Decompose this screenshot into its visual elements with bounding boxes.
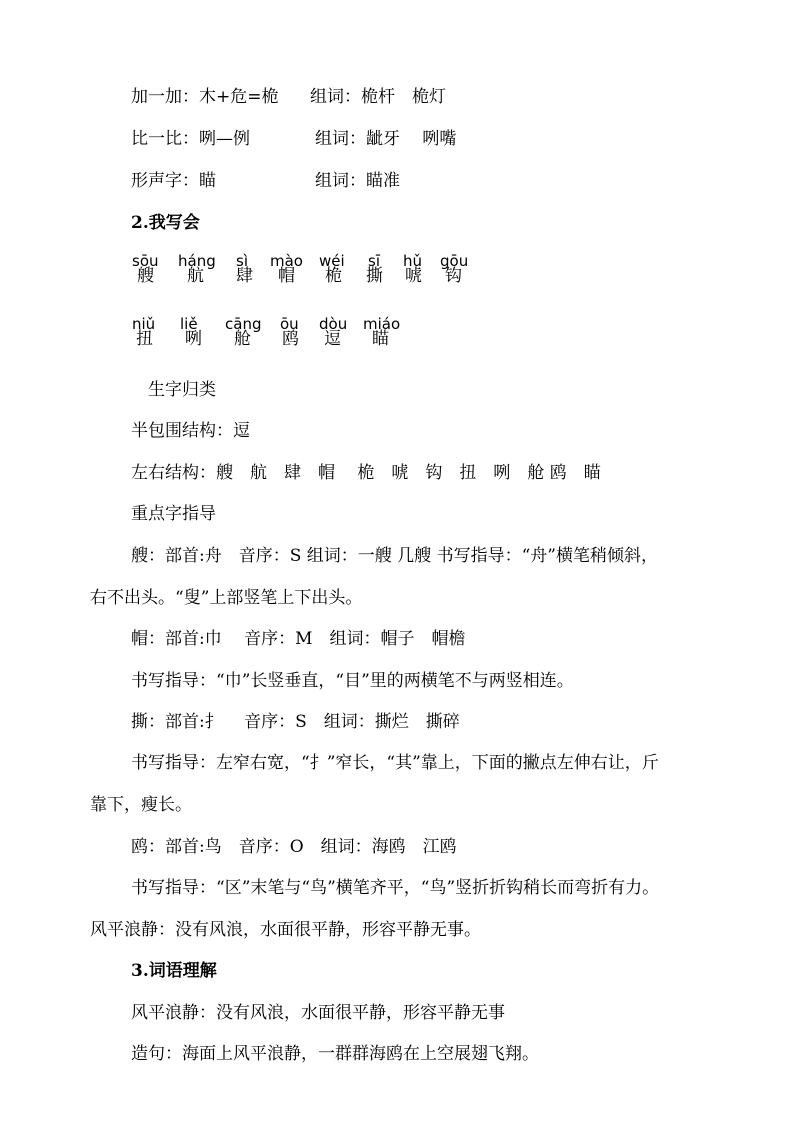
- line-add-words: [310, 86, 446, 108]
- pinyin: wéi: [319, 252, 345, 270]
- heading-key: 重点字指导: [131, 504, 216, 524]
- pinyin: ōu: [280, 315, 299, 333]
- line-si-guide-1: 书写指导：左窄右宽，“扌”窄长，“其”靠上，下面的撇点左伸右让，斤: [131, 753, 659, 773]
- heading-write: 2.我写会: [131, 213, 200, 233]
- hanzi: 咧: [185, 329, 202, 349]
- hanzi: 帽: [278, 266, 295, 286]
- pinyin: gōu: [440, 252, 469, 270]
- hanzi: 瞄: [372, 329, 389, 349]
- pinyin: hǔ: [403, 252, 423, 270]
- pinyin: liě: [180, 315, 198, 333]
- line-sou-1: 艘：部首:舟 音序：S 组词：一艘 几艘 书写指导：“舟”横笔稍倾斜，: [131, 546, 658, 566]
- line-si-guide-2: 靠下，瘦长。: [90, 795, 192, 815]
- line-compare: [131, 128, 250, 150]
- hanzi: 航: [187, 266, 204, 286]
- hanzi: 艘: [137, 266, 154, 286]
- compare-words: 组词：龇牙 咧嘴: [315, 129, 457, 149]
- line-phonetic-words: [315, 170, 400, 192]
- hanzi: 肆: [236, 266, 253, 286]
- line-sentence: 造句：海面上风平浪静，一群群海鸥在上空展翅飞翔。: [131, 1044, 539, 1064]
- line-sou-2: 右不出头。“叟”上部竖笔上下出头。: [90, 588, 363, 608]
- pinyin: cāng: [225, 315, 262, 333]
- hanzi: 钩: [445, 266, 462, 286]
- line-si: 撕：部首:扌 音序：S 组词：撕烂 撕碎: [131, 712, 460, 732]
- hanzi: 扭: [136, 329, 153, 349]
- line-fengping-2: 风平浪静：没有风浪，水面很平静，形容平静无事: [131, 1003, 505, 1023]
- add-words: 组词：桅杆 桅灯: [310, 87, 446, 107]
- line-mao: 帽：部首:巾 音序：M 组词：帽子 帽檐: [131, 629, 466, 649]
- line-half-enclosed: 半包围结构：逗: [131, 421, 250, 441]
- line-compare-words: [315, 128, 456, 150]
- hanzi: 撕: [366, 266, 383, 286]
- pinyin: mào: [270, 252, 303, 270]
- hanzi: 舱: [234, 329, 251, 349]
- compare-rule: 比一比：咧—例: [131, 129, 250, 149]
- hanzi: 桅: [325, 266, 342, 286]
- pinyin: miáo: [363, 315, 401, 333]
- hanzi: 鸥: [282, 329, 299, 349]
- pinyin: háng: [178, 252, 216, 270]
- hanzi: 逗: [324, 329, 341, 349]
- line-mao-guide: 书写指导：“巾”长竖垂直，“目”里的两横笔不与两竖相连。: [131, 671, 574, 691]
- phonetic-words: 组词：瞄准: [315, 171, 400, 191]
- pinyin: sī: [368, 252, 380, 270]
- pinyin-row-1: [0, 253, 794, 289]
- pinyin-row-2: [0, 316, 794, 352]
- line-add: [131, 86, 279, 108]
- line-left-right: 左右结构：艘 航 肆 帽 桅 唬 钩 扭 咧 舱 鸥 瞄: [131, 463, 601, 483]
- phonetic-rule: 形声字：瞄: [131, 171, 216, 191]
- line-fengping-1: 风平浪静：没有风浪，水面很平静，形容平静无事。: [90, 920, 481, 940]
- hanzi: 唬: [405, 266, 422, 286]
- heading-group: 生字归类: [148, 380, 216, 400]
- line-ou: 鸥：部首:鸟 音序：O 组词：海鸥 江鸥: [131, 837, 457, 857]
- pinyin: niǔ: [132, 315, 156, 333]
- line-ou-guide: 书写指导：“区”末笔与“鸟”横笔齐平，“鸟”竖折折钩稍长而弯折有力。: [131, 878, 660, 898]
- add-rule: 加一加：木+危=桅: [131, 87, 279, 107]
- pinyin: sì: [236, 252, 248, 270]
- heading-understand: 3.词语理解: [131, 961, 217, 981]
- pinyin: sōu: [132, 252, 159, 270]
- line-phonetic: [131, 170, 216, 192]
- pinyin: dòu: [319, 315, 348, 333]
